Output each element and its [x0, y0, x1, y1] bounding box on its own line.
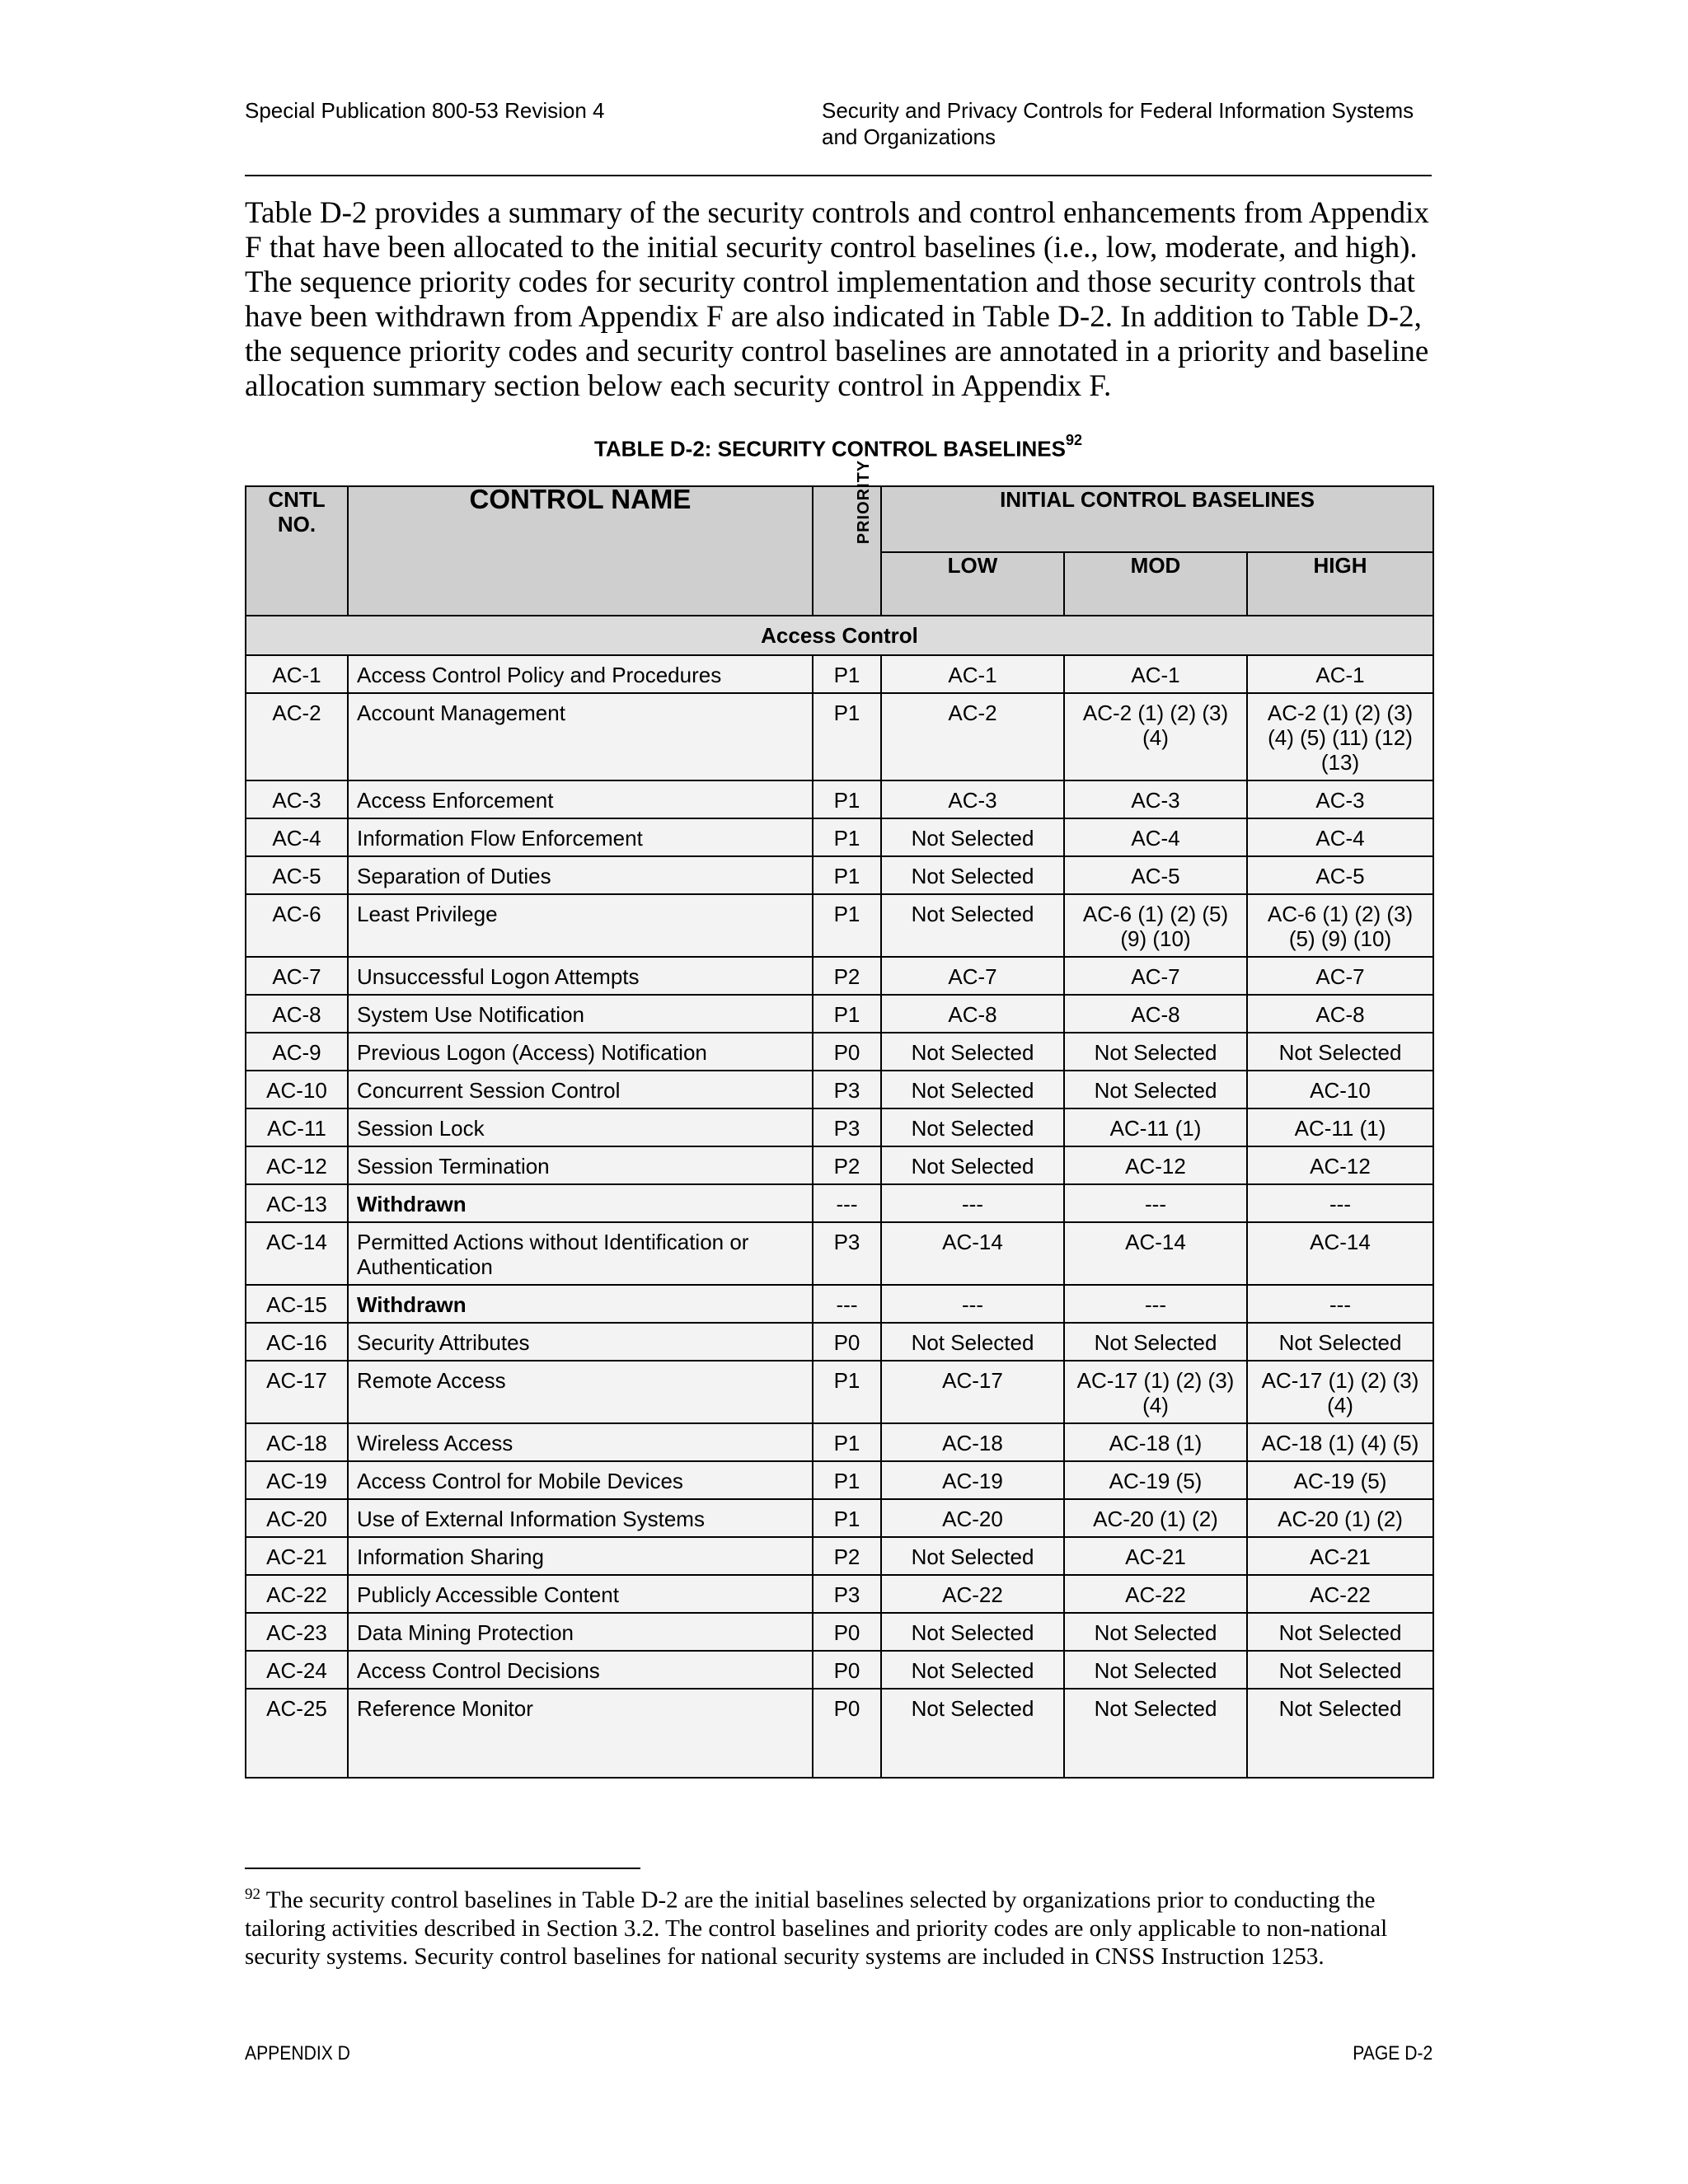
header-cntl-no-line1: CNTL [268, 487, 326, 512]
priority-cell: P0 [813, 1651, 881, 1689]
control-number-cell: AC-1 [246, 655, 348, 693]
control-number-cell: AC-7 [246, 957, 348, 995]
table-row [246, 995, 1433, 1033]
control-number-cell: AC-3 [246, 780, 348, 818]
low-baseline-cell: Not Selected [881, 1146, 1064, 1184]
mod-baseline-cell: AC-14 [1064, 1222, 1247, 1285]
control-number-cell: AC-21 [246, 1537, 348, 1575]
priority-cell: P3 [813, 1222, 881, 1285]
control-name-cell: Account Management [348, 693, 813, 780]
control-number-cell: AC-12 [246, 1146, 348, 1184]
high-baseline-cell: AC-8 [1247, 995, 1433, 1033]
header-initial-control-baselines: INITIAL CONTROL BASELINES [881, 486, 1433, 552]
high-baseline-cell: AC-20 (1) (2) [1247, 1499, 1433, 1537]
priority-cell: P0 [813, 1613, 881, 1651]
priority-cell: P0 [813, 1323, 881, 1361]
low-baseline-cell: Not Selected [881, 856, 1064, 894]
control-name-cell: Access Enforcement [348, 780, 813, 818]
header-cntl-no [246, 486, 348, 616]
control-name-cell: Information Flow Enforcement [348, 818, 813, 856]
mod-baseline-cell: Not Selected [1064, 1651, 1247, 1689]
table-row [246, 1285, 1433, 1323]
high-baseline-cell: AC-5 [1247, 856, 1433, 894]
control-number-cell: AC-4 [246, 818, 348, 856]
high-baseline-cell: AC-4 [1247, 818, 1433, 856]
priority-cell: P1 [813, 780, 881, 818]
footer-page-number: PAGE D-2 [1352, 2042, 1432, 2064]
header-mod: MOD [1064, 552, 1247, 616]
control-name-cell: Publicly Accessible Content [348, 1575, 813, 1613]
control-name-cell: Withdrawn [348, 1184, 813, 1222]
table-row [246, 780, 1433, 818]
low-baseline-cell: Not Selected [881, 1033, 1064, 1071]
control-number-cell: AC-15 [246, 1285, 348, 1323]
control-number-cell: AC-24 [246, 1651, 348, 1689]
table-row [246, 1613, 1433, 1651]
mod-baseline-cell: AC-12 [1064, 1146, 1247, 1184]
header-priority-label: PRIORITY [855, 459, 874, 545]
control-name-cell: Reference Monitor [348, 1689, 813, 1778]
mod-baseline-cell: --- [1064, 1184, 1247, 1222]
mod-baseline-cell: AC-5 [1064, 856, 1247, 894]
low-baseline-cell: Not Selected [881, 1108, 1064, 1146]
high-baseline-cell: Not Selected [1247, 1323, 1433, 1361]
priority-cell: P2 [813, 1537, 881, 1575]
control-number-cell: AC-18 [246, 1423, 348, 1461]
high-baseline-cell: AC-3 [1247, 780, 1433, 818]
control-number-cell: AC-10 [246, 1071, 348, 1108]
priority-cell: P2 [813, 1146, 881, 1184]
control-name-cell: Unsuccessful Logon Attempts [348, 957, 813, 995]
control-name-cell: Concurrent Session Control [348, 1071, 813, 1108]
control-name-cell: Session Termination [348, 1146, 813, 1184]
high-baseline-cell: Not Selected [1247, 1613, 1433, 1651]
control-number-cell: AC-13 [246, 1184, 348, 1222]
table-row [246, 1222, 1433, 1285]
priority-cell: P0 [813, 1689, 881, 1778]
mod-baseline-cell: AC-7 [1064, 957, 1247, 995]
table-row [246, 1537, 1433, 1575]
mod-baseline-cell: AC-18 (1) [1064, 1423, 1247, 1461]
control-number-cell: AC-9 [246, 1033, 348, 1071]
table-row [246, 1323, 1433, 1361]
table-row [246, 1184, 1433, 1222]
priority-cell: --- [813, 1285, 881, 1323]
header-high: HIGH [1247, 552, 1433, 616]
footer-appendix: APPENDIX D [245, 2042, 350, 2064]
control-name-cell: Least Privilege [348, 894, 813, 957]
table-row [246, 1575, 1433, 1613]
running-header-left: Special Publication 800-53 Revision 4 [245, 98, 605, 123]
control-number-cell: AC-19 [246, 1461, 348, 1499]
footnote-text: The security control baselines in Table D-2 are the initial baselines selected by organizations prior to conducting the tailoring activities described in Section 3.2. The control baselines and priority codes are only applicable to non-national security systems. Security control baselines for national security systems are included in CNSS Instruction 1253. [245, 1886, 1388, 1970]
control-number-cell: AC-8 [246, 995, 348, 1033]
control-name-cell: Access Control Policy and Procedures [348, 655, 813, 693]
low-baseline-cell: AC-14 [881, 1222, 1064, 1285]
high-baseline-cell: AC-18 (1) (4) (5) [1247, 1423, 1433, 1461]
header-priority [813, 459, 881, 616]
low-baseline-cell: AC-22 [881, 1575, 1064, 1613]
low-baseline-cell: AC-7 [881, 957, 1064, 995]
mod-baseline-cell: AC-1 [1064, 655, 1247, 693]
table-row [246, 1108, 1433, 1146]
priority-cell: P1 [813, 655, 881, 693]
high-baseline-cell: AC-6 (1) (2) (3) (5) (9) (10) [1247, 894, 1433, 957]
control-number-cell: AC-22 [246, 1575, 348, 1613]
control-name-cell: Wireless Access [348, 1423, 813, 1461]
footnote [245, 1881, 1440, 1971]
control-name-cell: Remote Access [348, 1361, 813, 1423]
header-cntl-no-line2: NO. [277, 512, 316, 537]
control-number-cell: AC-20 [246, 1499, 348, 1537]
low-baseline-cell: AC-20 [881, 1499, 1064, 1537]
table-row [246, 1461, 1433, 1499]
control-number-cell: AC-25 [246, 1689, 348, 1778]
priority-cell: P1 [813, 818, 881, 856]
mod-baseline-cell: Not Selected [1064, 1323, 1247, 1361]
table-row [246, 1146, 1433, 1184]
priority-cell: P1 [813, 1461, 881, 1499]
table-row [246, 1689, 1433, 1778]
running-header-right-line2: and Organizations [822, 124, 996, 149]
control-number-cell: AC-6 [246, 894, 348, 957]
control-name-cell: Separation of Duties [348, 856, 813, 894]
high-baseline-cell: AC-10 [1247, 1071, 1433, 1108]
high-baseline-cell: AC-14 [1247, 1222, 1433, 1285]
footnote-rule [245, 1868, 640, 1869]
security-control-baselines-table [245, 459, 1434, 1779]
table-row [246, 1499, 1433, 1537]
running-header-right [822, 97, 1448, 150]
table-row [246, 1361, 1433, 1423]
intro-paragraph: Table D-2 provides a summary of the security controls and control enhancements from Appendix F that have been allocated to the initial security control baselines (i.e., low, moderate, and high). The sequence priority codes for security control implementation and those security controls that have been withdrawn from Appendix F are also indicated in Table D-2. In addition to Table D-2, the sequence priority codes and security control baselines are annotated in a priority and baseline allocation summary section below each security control in Appendix F. [245, 196, 1429, 403]
mod-baseline-cell: Not Selected [1064, 1033, 1247, 1071]
control-name-cell: Use of External Information Systems [348, 1499, 813, 1537]
priority-cell: P0 [813, 1033, 881, 1071]
control-number-cell: AC-16 [246, 1323, 348, 1361]
control-number-cell: AC-5 [246, 856, 348, 894]
low-baseline-cell: Not Selected [881, 1689, 1064, 1778]
mod-baseline-cell: --- [1064, 1285, 1247, 1323]
high-baseline-cell: AC-12 [1247, 1146, 1433, 1184]
priority-cell: P1 [813, 1361, 881, 1423]
mod-baseline-cell: AC-20 (1) (2) [1064, 1499, 1247, 1537]
high-baseline-cell: --- [1247, 1285, 1433, 1323]
control-name-cell: Security Attributes [348, 1323, 813, 1361]
low-baseline-cell: AC-19 [881, 1461, 1064, 1499]
table-row [246, 1651, 1433, 1689]
high-baseline-cell: Not Selected [1247, 1033, 1433, 1071]
low-baseline-cell: Not Selected [881, 1071, 1064, 1108]
control-name-cell: Previous Logon (Access) Notification [348, 1033, 813, 1071]
family-row [246, 616, 1433, 655]
mod-baseline-cell: AC-2 (1) (2) (3) (4) [1064, 693, 1247, 780]
table-row [246, 856, 1433, 894]
table-row [246, 818, 1433, 856]
priority-cell: --- [813, 1184, 881, 1222]
mod-baseline-cell: AC-4 [1064, 818, 1247, 856]
table-row [246, 693, 1433, 780]
mod-baseline-cell: AC-22 [1064, 1575, 1247, 1613]
table-row [246, 1033, 1433, 1071]
low-baseline-cell: Not Selected [881, 1651, 1064, 1689]
high-baseline-cell: AC-17 (1) (2) (3) (4) [1247, 1361, 1433, 1423]
high-baseline-cell: AC-22 [1247, 1575, 1433, 1613]
footnote-number: 92 [245, 1886, 260, 1903]
high-baseline-cell: AC-1 [1247, 655, 1433, 693]
low-baseline-cell: --- [881, 1184, 1064, 1222]
mod-baseline-cell: AC-11 (1) [1064, 1108, 1247, 1146]
priority-cell: P1 [813, 995, 881, 1033]
header-low: LOW [881, 552, 1064, 616]
table-title [245, 432, 1432, 462]
priority-cell: P3 [813, 1071, 881, 1108]
priority-cell: P1 [813, 894, 881, 957]
control-name-cell: Access Control Decisions [348, 1651, 813, 1689]
low-baseline-cell: AC-3 [881, 780, 1064, 818]
mod-baseline-cell: AC-21 [1064, 1537, 1247, 1575]
low-baseline-cell: AC-18 [881, 1423, 1064, 1461]
control-number-cell: AC-23 [246, 1613, 348, 1651]
control-name-cell: Session Lock [348, 1108, 813, 1146]
running-header-right-line1: Security and Privacy Controls for Federal Information Systems [822, 98, 1414, 123]
mod-baseline-cell: Not Selected [1064, 1613, 1247, 1651]
priority-cell: P3 [813, 1575, 881, 1613]
high-baseline-cell: AC-19 (5) [1247, 1461, 1433, 1499]
table-title-text: TABLE D-2: SECURITY CONTROL BASELINES [593, 436, 1066, 462]
control-number-cell: AC-2 [246, 693, 348, 780]
high-baseline-cell: --- [1247, 1184, 1433, 1222]
control-number-cell: AC-11 [246, 1108, 348, 1146]
table-row [246, 1423, 1433, 1461]
table-row [246, 1071, 1433, 1108]
high-baseline-cell: AC-21 [1247, 1537, 1433, 1575]
mod-baseline-cell: AC-3 [1064, 780, 1247, 818]
control-name-cell: Information Sharing [348, 1537, 813, 1575]
mod-baseline-cell: AC-6 (1) (2) (5) (9) (10) [1064, 894, 1247, 957]
priority-cell: P1 [813, 1423, 881, 1461]
header-control-name: CONTROL NAME [348, 486, 813, 616]
mod-baseline-cell: AC-19 (5) [1064, 1461, 1247, 1499]
high-baseline-cell: Not Selected [1247, 1689, 1433, 1778]
low-baseline-cell: AC-17 [881, 1361, 1064, 1423]
table-row [246, 894, 1433, 957]
family-label: Access Control [246, 616, 1433, 655]
control-name-cell: Withdrawn [348, 1285, 813, 1323]
low-baseline-cell: AC-8 [881, 995, 1064, 1033]
priority-cell: P1 [813, 856, 881, 894]
table-row [246, 655, 1433, 693]
control-name-cell: System Use Notification [348, 995, 813, 1033]
mod-baseline-cell: AC-8 [1064, 995, 1247, 1033]
low-baseline-cell: --- [881, 1285, 1064, 1323]
priority-cell: P1 [813, 1499, 881, 1537]
low-baseline-cell: Not Selected [881, 1613, 1064, 1651]
low-baseline-cell: Not Selected [881, 1323, 1064, 1361]
table-title-footnote-ref: 92 [1066, 432, 1083, 448]
control-name-cell: Data Mining Protection [348, 1613, 813, 1651]
high-baseline-cell: Not Selected [1247, 1651, 1433, 1689]
table-row [246, 957, 1433, 995]
low-baseline-cell: AC-1 [881, 655, 1064, 693]
mod-baseline-cell: AC-17 (1) (2) (3) (4) [1064, 1361, 1247, 1423]
control-number-cell: AC-17 [246, 1361, 348, 1423]
low-baseline-cell: Not Selected [881, 894, 1064, 957]
control-number-cell: AC-14 [246, 1222, 348, 1285]
control-name-cell: Access Control for Mobile Devices [348, 1461, 813, 1499]
priority-cell: P1 [813, 693, 881, 780]
header-rule [245, 175, 1432, 176]
low-baseline-cell: Not Selected [881, 818, 1064, 856]
mod-baseline-cell: Not Selected [1064, 1689, 1247, 1778]
control-name-cell: Permitted Actions without Identification or Authentication [348, 1222, 813, 1285]
low-baseline-cell: Not Selected [881, 1537, 1064, 1575]
high-baseline-cell: AC-2 (1) (2) (3) (4) (5) (11) (12) (13) [1247, 693, 1433, 780]
high-baseline-cell: AC-7 [1247, 957, 1433, 995]
low-baseline-cell: AC-2 [881, 693, 1064, 780]
mod-baseline-cell: Not Selected [1064, 1071, 1247, 1108]
high-baseline-cell: AC-11 (1) [1247, 1108, 1433, 1146]
priority-cell: P3 [813, 1108, 881, 1146]
priority-cell: P2 [813, 957, 881, 995]
